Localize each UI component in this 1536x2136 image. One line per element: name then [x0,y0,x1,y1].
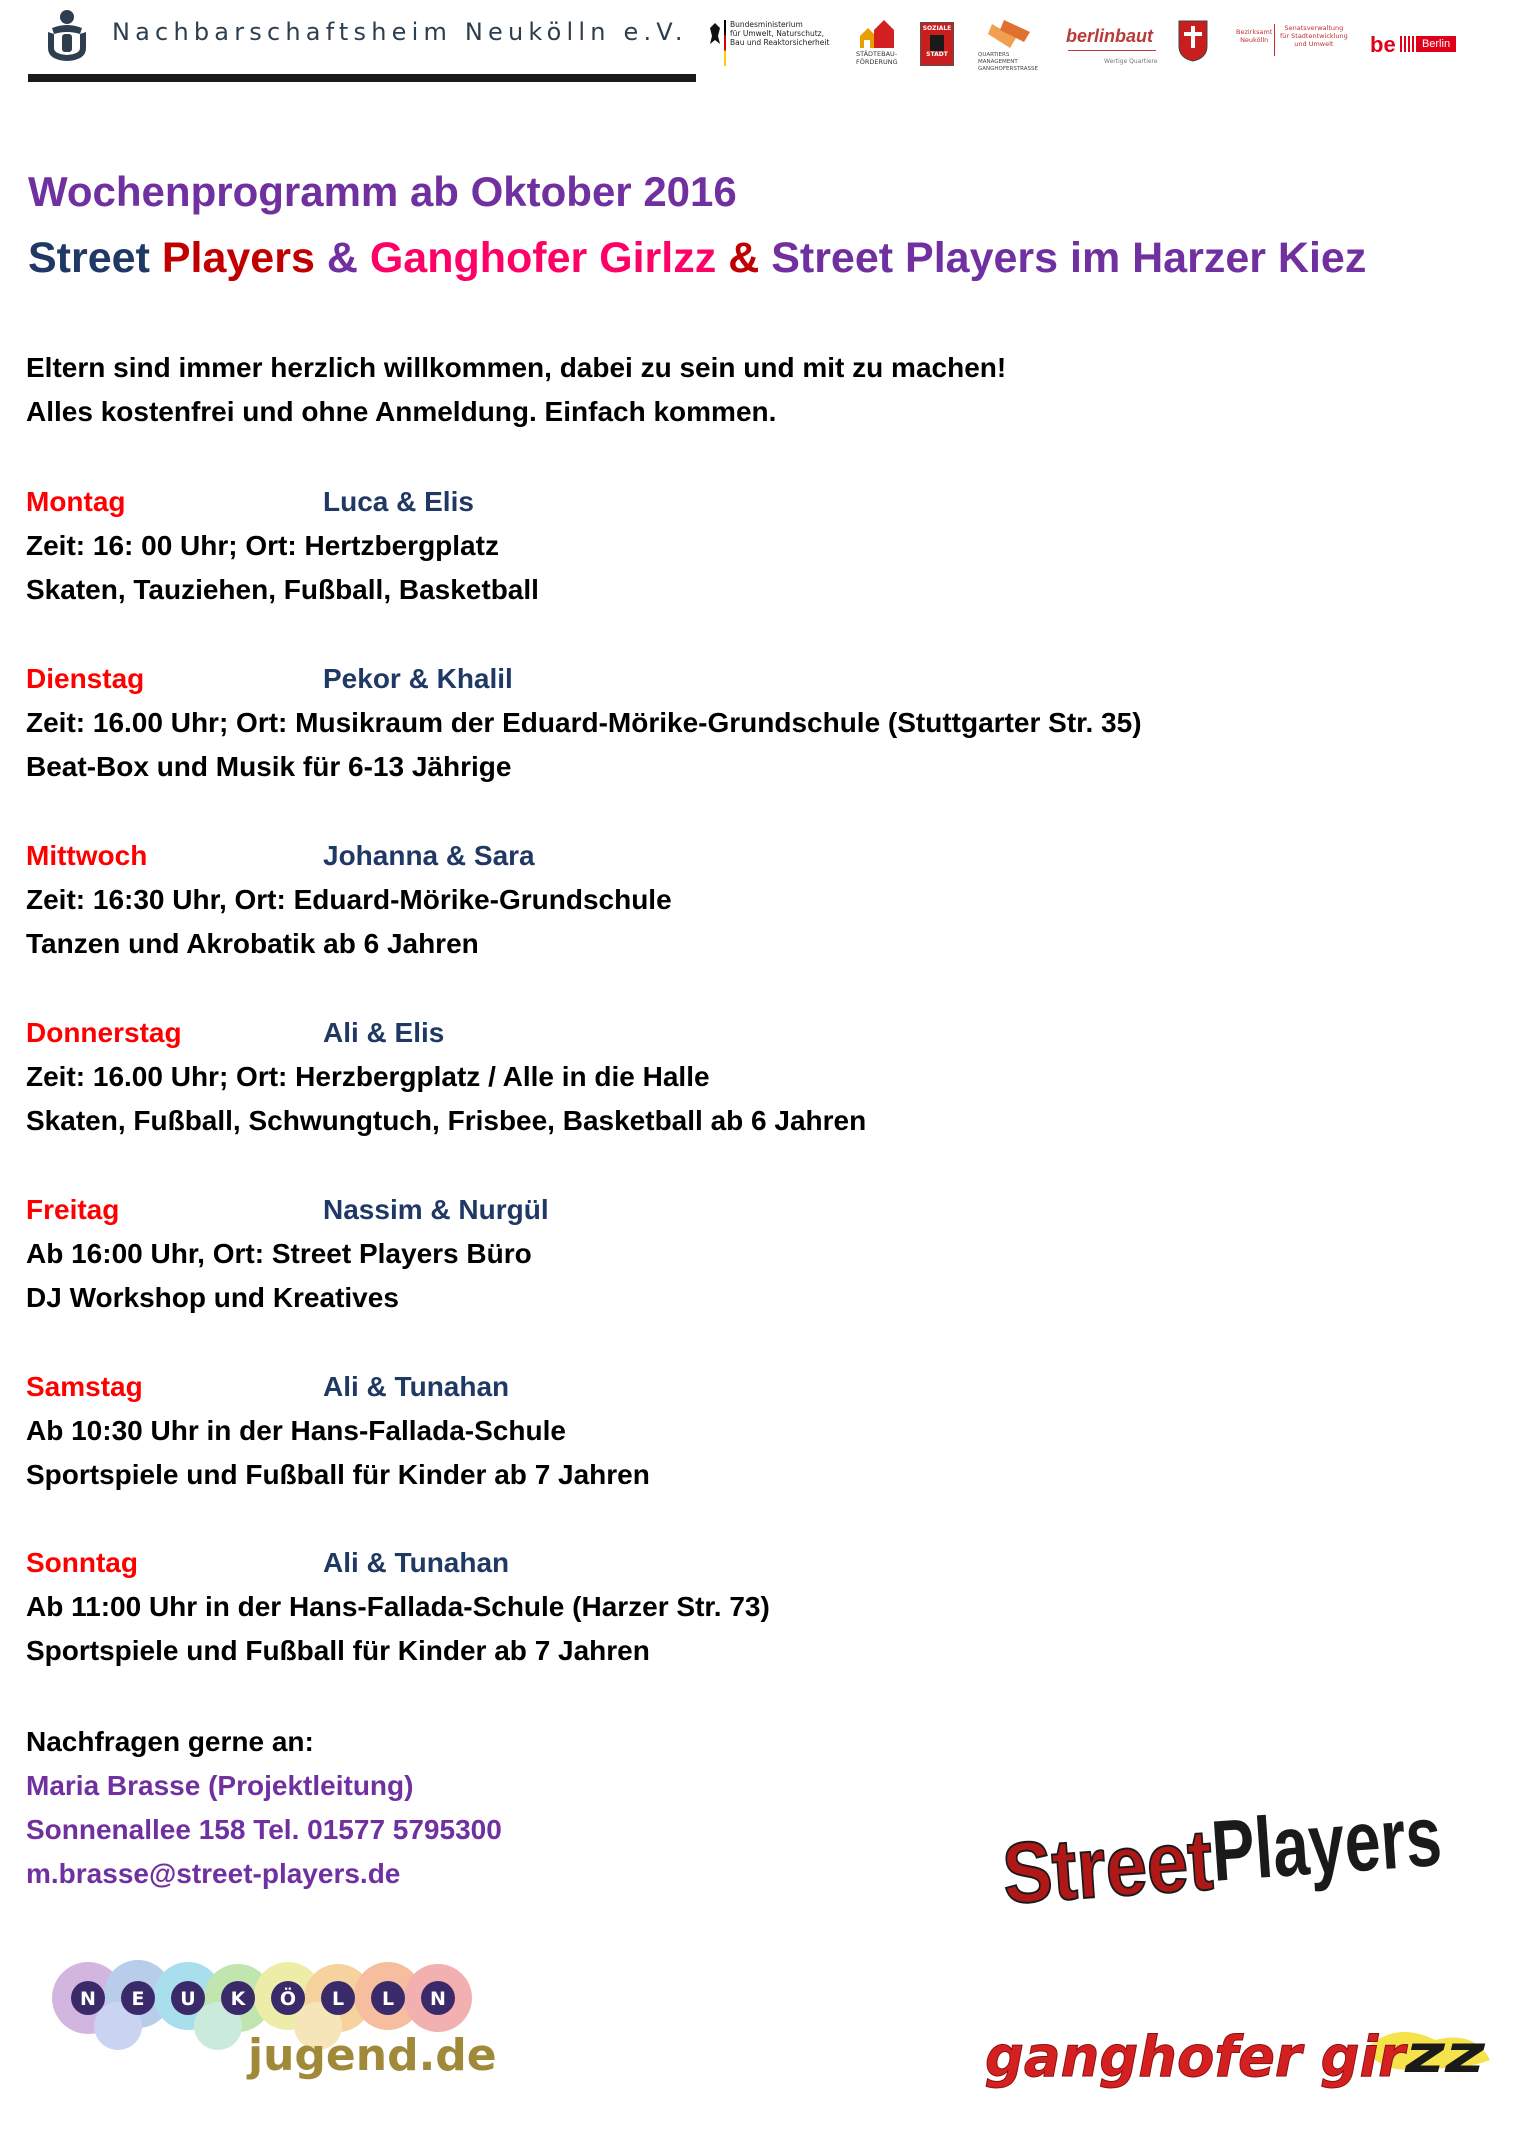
qm-line: QUARTIERS [978,52,1010,58]
day-name: Donnerstag [26,1017,182,1048]
day-block-monday [26,480,1326,612]
senat-divider [1274,24,1275,56]
day-block-sunday [26,1541,1326,1673]
page-title: Wochenprogramm ab Oktober 2016 [28,168,737,215]
nk-letter: L [381,1988,395,2010]
day-time-location: Ab 16:00 Uhr, Ort: Street Players Büro [26,1238,532,1269]
day-name: Samstag [26,1371,143,1402]
ministry-line: für Umwelt, Naturschutz, [730,29,824,38]
quartiersmanagement-icon [986,18,1034,52]
bezirksamt-line: Bezirksamt [1236,28,1273,36]
berlin-box: Berlin [1416,36,1456,52]
day-block-tuesday [26,657,1326,789]
federal-eagle-icon [708,20,722,50]
qm-line: MANAGEMENT [978,59,1018,65]
day-header [26,480,1326,524]
contact-email[interactable]: m.brasse@street-players.de [26,1858,401,1889]
senat-text [1280,24,1348,48]
day-name: Mittwoch [26,840,148,871]
nk-letter: E [131,1988,145,2010]
streetplayers-logo [990,1780,1521,1930]
intro-text [26,346,1006,434]
day-time-location: Zeit: 16:30 Uhr, Ort: Eduard-Mörike-Grundschule [26,884,672,915]
day-time-location: Ab 10:30 Uhr in der Hans-Fallada-Schule [26,1415,566,1446]
senat-line: Senatsverwaltung [1284,24,1344,32]
day-activity: DJ Workshop und Kreatives [26,1282,399,1313]
page-subtitle [28,234,1366,283]
day-time-location: Ab 11:00 Uhr in der Hans-Fallada-Schule (Harzer Str. 73) [26,1591,770,1622]
day-activity: Skaten, Fußball, Schwungtuch, Frisbee, Basketball ab 6 Jahren [26,1105,867,1136]
quartiersmanagement-text [978,52,1038,73]
day-activity: Skaten, Tauziehen, Fußball, Basketball [26,574,539,605]
staedtebau-line: FÖRDERUNG [856,58,898,66]
organization-name: Nachbarschaftsheim Neukölln e.V. [112,18,688,46]
day-activity: Tanzen und Akrobatik ab 6 Jahren [26,928,479,959]
day-activity: Sportspiele und Fußball für Kinder ab 7 Jahren [26,1635,650,1666]
day-leaders: Pekor & Khalil [323,663,513,694]
day-header [26,834,1326,878]
contact-address-phone: Sonnenallee 158 Tel. 01577 5795300 [26,1814,502,1845]
day-time-location: Zeit: 16.00 Uhr; Ort: Herzbergplatz / Alle in die Halle [26,1061,710,1092]
contact-block [26,1720,502,1896]
nk-letter: Ö [279,1988,297,2010]
day-time-location: Zeit: 16.00 Uhr; Ort: Musikraum der Eduard-Mörike-Grundschule (Stuttgarter Str. 35) [26,707,1142,738]
nachbarschaftsheim-logo-icon [42,8,92,64]
nk-letter: L [331,1988,345,2010]
day-leaders: Ali & Elis [323,1017,445,1048]
tower-icon [930,35,944,51]
day-block-thursday [26,1011,1326,1143]
subtitle-harzer: Street Players im Harzer Kiez [771,234,1367,282]
senat-line: für Stadtentwicklung [1280,32,1348,40]
bezirksamt-text [1236,28,1272,44]
header-divider [28,74,696,82]
berlinbaut-subtitle: Wertige Quartiere [1104,58,1158,65]
berlinbaut-underline [1068,50,1156,51]
day-name: Dienstag [26,663,145,694]
day-block-wednesday [26,834,1326,966]
ministry-text [730,20,829,47]
ganghofer-text: ganghofer gir [985,2025,1409,2090]
berlinbaut-logo: berlinbaut [1066,26,1154,46]
subtitle-amp: & [314,234,370,282]
subtitle-players: Players [161,234,315,282]
ganghofer-girlzz-logo [985,2010,1505,2100]
day-leaders: Johanna & Sara [323,840,535,871]
jugend-de-text: jugend.de [248,2030,497,2081]
subtitle-amp: & [716,234,772,282]
nk-letter: N [430,1988,446,2010]
day-header [26,1365,1326,1409]
nk-letter: N [80,1988,96,2010]
neukoelln-jugend-logo [38,1940,518,2090]
soziale-stadt-line: SOZIALE [922,25,952,32]
subtitle-street: Street [28,234,162,282]
nk-letter: K [230,1988,246,2010]
day-header [26,1541,1326,1585]
day-time-location: Zeit: 16: 00 Uhr; Ort: Hertzbergplatz [26,530,499,561]
day-block-saturday [26,1365,1326,1497]
nk-letter: U [180,1988,196,2010]
subtitle-ganghofer: Ganghofer Girlzz [369,234,717,282]
day-leaders: Ali & Tunahan [323,1371,510,1402]
ganghofer-zz: zz [1403,2025,1486,2085]
staedtebau-icon [856,18,900,48]
bezirksamt-line: Neukölln [1240,36,1269,44]
contact-heading: Nachfragen gerne an: [26,1726,314,1757]
day-header [26,657,1326,701]
day-block-friday [26,1188,1326,1320]
streetplayers-players: Players [1208,1782,1521,1900]
brandenburg-gate-icon [1400,36,1414,52]
day-leaders: Luca & Elis [323,486,474,517]
intro-line: Alles kostenfrei und ohne Anmeldung. Einfach kommen. [26,396,777,427]
day-activity: Sportspiele und Fußball für Kinder ab 7 Jahren [26,1459,650,1490]
senat-line: und Umwelt [1294,40,1334,48]
day-leaders: Ali & Tunahan [323,1547,510,1578]
day-name: Montag [26,486,126,517]
soziale-stadt-line: STADT [926,51,948,58]
contact-name: Maria Brasse (Projektleitung) [26,1770,414,1801]
intro-line: Eltern sind immer herzlich willkommen, dabei zu sein und mit zu machen! [26,352,1007,383]
neukoelln-crest-icon [1178,20,1208,62]
soziale-stadt-logo [920,22,954,66]
ministry-line: Bau und Reaktorsicherheit [730,38,830,47]
day-header [26,1011,1326,1055]
qm-line: GANGHOFERSTRASSE [978,66,1038,72]
day-leaders: Nassim & Nurgül [323,1194,549,1225]
day-name: Freitag [26,1194,120,1225]
staedtebau-text [856,50,898,66]
be-berlin-logo: be [1370,32,1396,57]
day-activity: Beat-Box und Musik für 6-13 Jährige [26,751,512,782]
ministry-line: Bundesministerium [730,20,803,29]
staedtebau-line: STÄDTEBAU- [856,50,898,58]
day-name: Sonntag [26,1547,138,1578]
flag-stripe [724,20,726,66]
day-header [26,1188,1326,1232]
sponsor-logos [708,18,1484,78]
streetplayers-street: Street [999,1809,1250,1923]
